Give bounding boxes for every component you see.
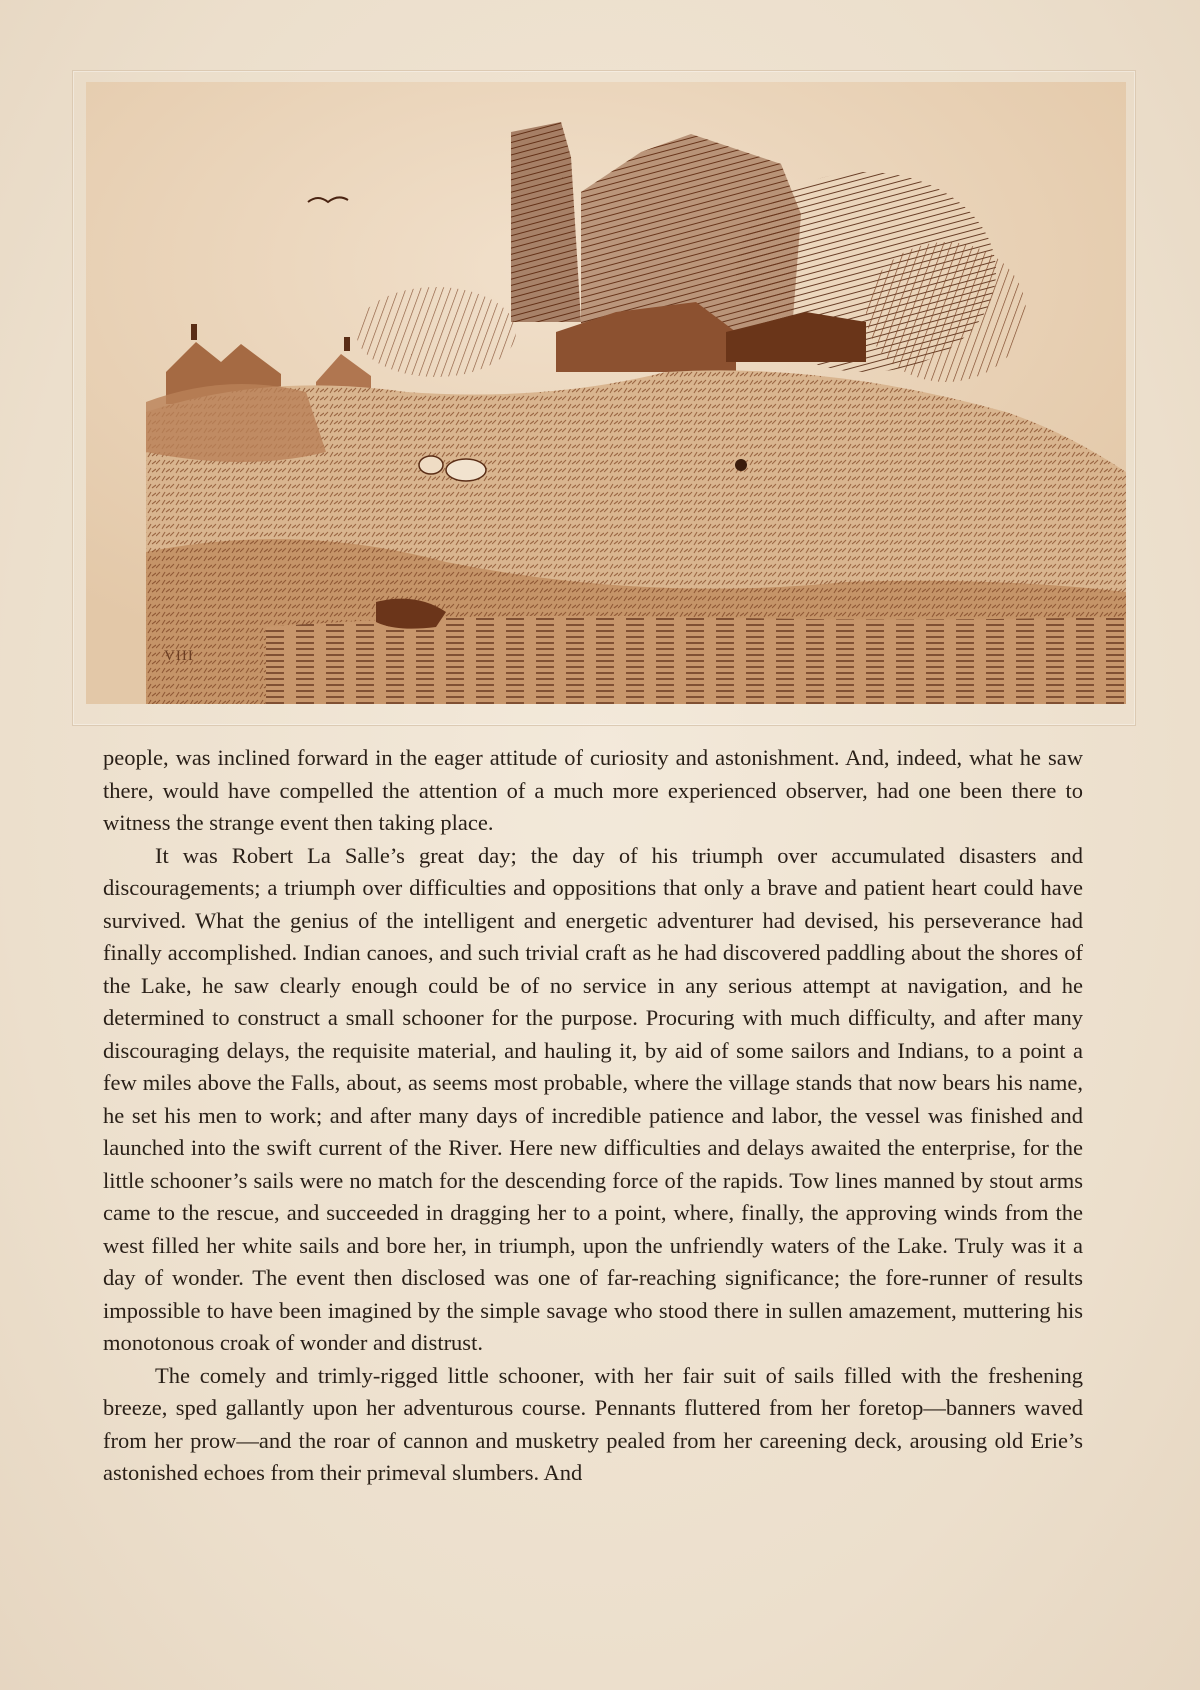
body-text [103,742,1083,1490]
paragraph-2: It was Robert La Salle’s great day; the day of his triumph over accumulated disasters and discouragements; a triumph over difficulties and oppositions that only a brave and patient heart could have survived. What the genius of the intelligent and energetic adventurer had devised, his perseverance had finally accomplished. Indian canoes, and such trivial craft as he had discovered paddling about the shores of the Lake, he saw clearly enough could be of no service in any serious attempt at navigation, and he determined to construct a small schooner for the purpose. Procuring with much difficulty, and after many discouraging delays, the requisite material, and hauling it, by aid of some sailors and Indians, to a point a few miles above the Falls, about, as seems most probable, where the village stands that now bears his name, he set his men to work; and after many days of incredible patience and labor, the vessel was finished and launched into the swift current of the River. Here new difficulties and delays awaited the enterprise, for the little schooner’s sails were no match for the descending force of the rapids. Tow lines manned by stout arms came to the rescue, and succeeded in dragging her to a point, where, finally, the approving winds from the west filled her white sails and bore her, in triumph, upon the unfriendly waters of the Lake. Truly was it a day of wonder. The event then disclosed was one of far-reaching significance; the fore-runner of results impossible to have been imagined by the simple savage who stood there in sullen amazement, muttering his monotonous croak of wonder and distrust. [103,842,1083,1355]
plate-number: VIII [164,648,194,664]
paragraph-3: The comely and trimly-rigged little schooner, with her fair suit of sails filled with the freshening breeze, sped gallantly upon her adventurous course. Pennants fluttered from her foretop—banners waved from her prow—and the roar of cannon and musketry pealed from her careening deck, arousing old Erie’s astonished echoes from their primeval slumbers. And [103,1362,1083,1485]
ruin-landscape-etching [86,82,1126,704]
paragraph-1: people, was inclined forward in the eager attitude of curiosity and astonishment. And, indeed, what he saw there, would have compelled the attention of a much more experienced observer, had one been there to witness the strange event then taking place. [103,745,1083,835]
engraving-illustration [86,82,1126,704]
